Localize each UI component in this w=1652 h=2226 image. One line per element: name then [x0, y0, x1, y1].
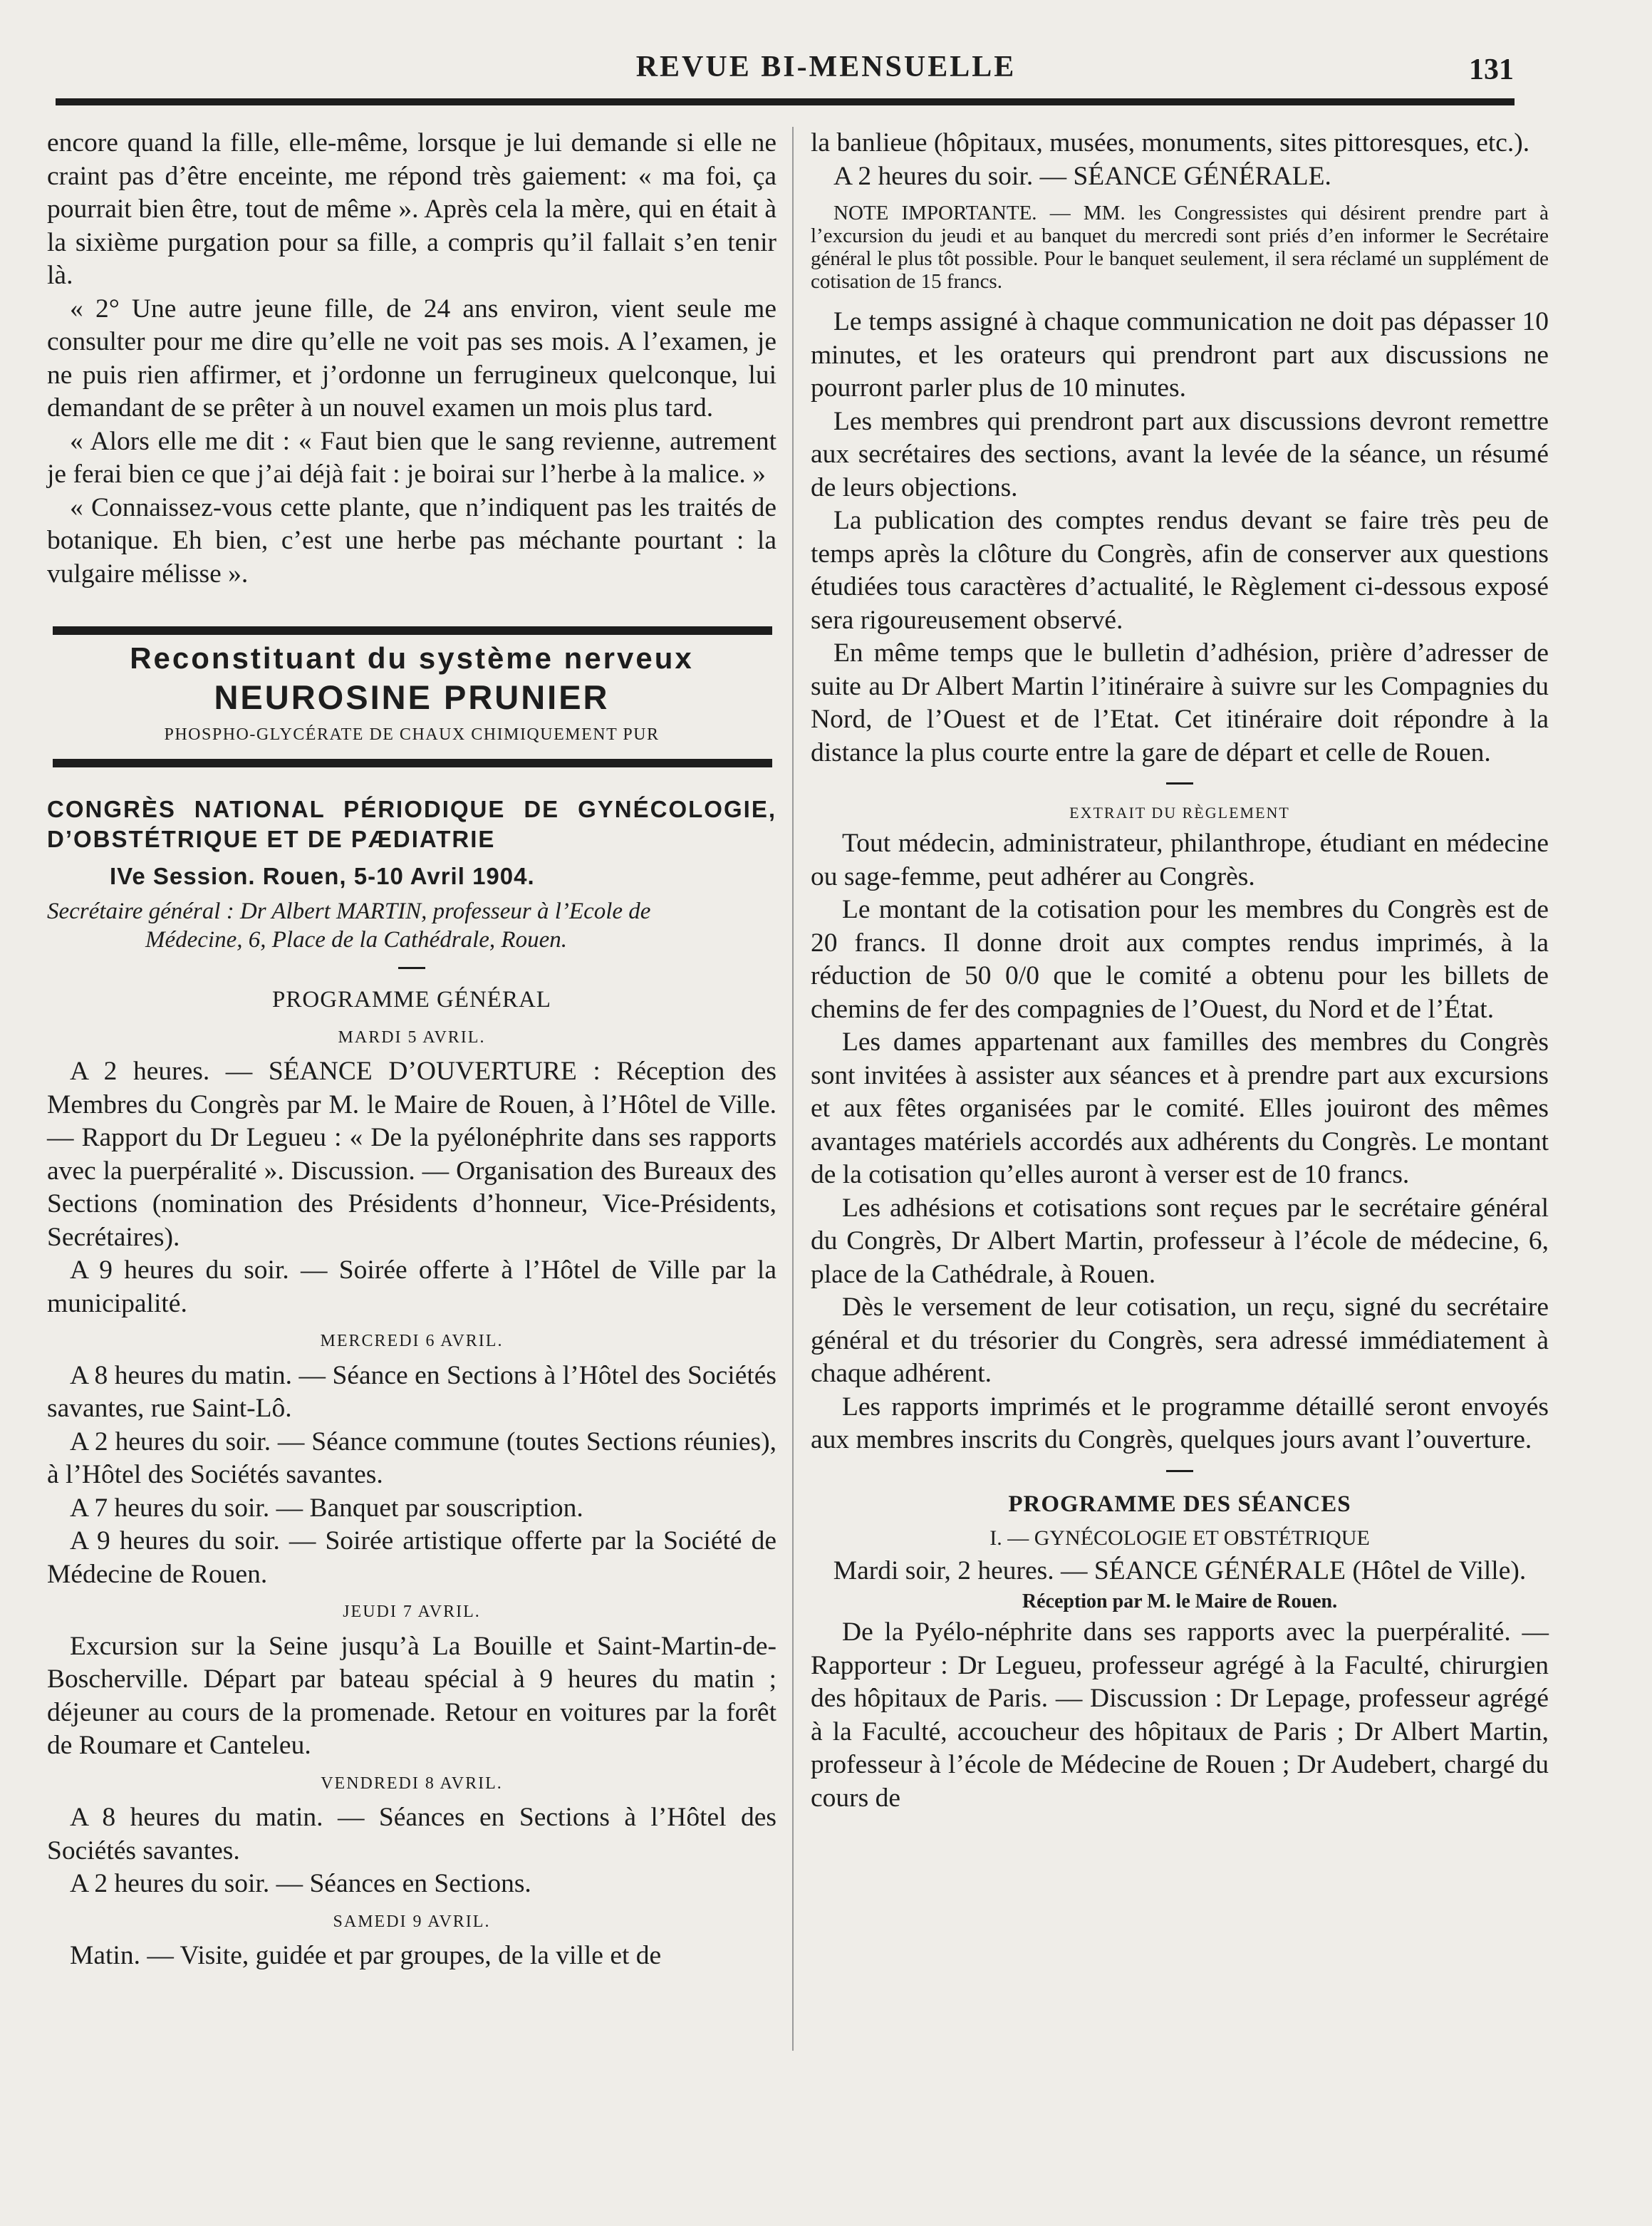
left-column	[47, 127, 776, 1973]
program-item: A 8 heures du matin. — Séance en Sections à l’Hôtel des Sociétés savantes, rue Saint-Lô.	[47, 1360, 776, 1423]
header-rule	[56, 98, 1515, 105]
day-heading: SAMEDI 9 AVRIL.	[333, 1912, 491, 1931]
seance-generale: A 2 heures du soir. — SÉANCE GÉNÉRALE.	[833, 161, 1331, 191]
program-item: A 2 heures. — SÉANCE D’OUVERTURE : Réception des Membres du Congrès par M. le Maire de Rouen, à l’Hôtel de Ville. — Rapport du Dr Legueu : « De la pyélonéphrite dans ses rapports avec la puerpéralité ». Discussion. — Organisation des Bureaux des Sections (nomination des Présidents d’honneur, Vice-Présidents, Secrétaires).	[47, 1057, 776, 1252]
mardi-seance: Mardi soir, 2 heures. — SÉANCE GÉNÉRALE (Hôtel de Ville).	[833, 1555, 1527, 1585]
secretary-address: Médecine, 6, Place de la Cathédrale, Rouen.	[145, 927, 567, 953]
program-item: A 9 heures du soir. — Soirée offerte à l’Hôtel de Ville par la municipalité.	[47, 1256, 776, 1318]
paragraph: En même temps que le bulletin d’adhésion, prière d’adresser de suite au Dr Albert Martin l’itinéraire à suivre sur les Compagnies du Nord, de l’Ouest et de l’Etat. Cet itinéraire doit répondre à la distance la plus courte entre la gare de départ et celle de Rouen.	[811, 638, 1549, 767]
day-heading: MARDI 5 AVRIL.	[338, 1027, 486, 1047]
paragraph: « Alors elle me dit : « Faut bien que le sang revienne, autrement je ferai bien ce que j’ai déjà fait : je boirai sur l’herbe à la malice. »	[47, 426, 776, 489]
day-heading: JEUDI 7 AVRIL.	[343, 1603, 481, 1621]
paragraph: la banlieue (hôpitaux, musées, monuments, sites pittoresques, etc.).	[811, 128, 1530, 157]
program-item: A 7 heures du soir. — Banquet par souscription.	[70, 1493, 583, 1523]
ad-rule-bottom	[53, 759, 772, 767]
paragraph: Les adhésions et cotisations sont reçues par le secrétaire général du Congrès, Dr Albert Martin, professeur à l’école de médecine, 6, place de la Cathédrale, à Rouen.	[811, 1193, 1549, 1289]
section-heading: I. — GYNÉCOLOGIE ET OBSTÉTRIQUE	[989, 1526, 1370, 1550]
section-dash	[1166, 782, 1193, 785]
running-header: REVUE BI-MENSUELLE	[635, 51, 1017, 83]
paragraph: Le montant de la cotisation pour les membres du Congrès est de 20 francs. Il donne droit aux comptes rendus imprimés, à la réduction de 50 0/0 que le comité a obtenu pour les billets de chemins de fer des compagnies de l’Ouest, du Nord et de l’État.	[811, 895, 1549, 1024]
paragraph: « Connaissez-vous cette plante, que n’indiquent pas les traités de botanique. Eh bien, c’est une herbe pas méchante pourtant : la vulgaire mélisse ».	[47, 492, 776, 589]
paragraph: Dès le versement de leur cotisation, un reçu, signé du secrétaire général et du trésorier du Congrès, sera adressé immédiatement à chaque adhérent.	[811, 1293, 1549, 1388]
paragraph: Tout médecin, administrateur, philanthrope, étudiant en médecine ou sage-femme, peut adhérer au Congrès.	[811, 829, 1549, 891]
paragraph: Les dames appartenant aux familles des membres du Congrès sont invitées à assister aux séances et à prendre part aux excursions et aux fêtes organisées par le comité. Elles jouiront des mêmes avantages matériels accordés aux adhérents du Congrès. Le montant de la cotisation qu’elles auront à verser est de 10 francs.	[811, 1027, 1549, 1189]
paragraph: Les rapports imprimés et le programme détaillé seront envoyés aux membres inscrits du Congrès, quelques jours avant l’ouverture.	[811, 1392, 1549, 1454]
section-dash	[1166, 1470, 1193, 1472]
page-number: 131	[1469, 53, 1514, 86]
program-item: A 2 heures du soir. — Séances en Sections.	[70, 1869, 531, 1898]
sessions-program-title: PROGRAMME DES SÉANCES	[1008, 1491, 1351, 1517]
paragraph: encore quand la fille, elle-même, lorsque je lui demande si elle ne craint pas d’être enceinte, me répond très gaiement: « ma foi, ça pourrait bien être, tout de même ». Après cela la mère, qui en était à la sixième purgation pour sa fille, a compris qu’il fallait s’en tenir là.	[47, 128, 776, 290]
ad-product-name: NEUROSINE PRUNIER	[214, 678, 610, 716]
program-item: A 8 heures du matin. — Séances en Sections à l’Hôtel des Sociétés savantes.	[47, 1803, 776, 1865]
program-item: A 2 heures du soir. — Séance commune (toutes Sections réunies), à l’Hôtel des Sociétés savantes.	[47, 1427, 776, 1489]
column-divider	[792, 127, 794, 2051]
advertisement	[47, 626, 776, 767]
paragraph: De la Pyélo-néphrite dans ses rapports avec la puerpéralité. — Rapporteur : Dr Legueu, professeur agrégé à la Faculté, chirurgien des hôpitaux de Paris. — Discussion : Dr Lepage, professeur agrégé à la Faculté, accoucheur des hôpitaux de Paris ; Dr Albert Martin, professeur à l’école de Médecine de Rouen ; Dr Audebert, chargé du cours de	[811, 1617, 1549, 1813]
ad-description: PHOSPHO-GLYCÉRATE DE CHAUX CHIMIQUEMENT PUR	[164, 725, 660, 744]
congress-title: CONGRÈS NATIONAL PÉRIODIQUE DE GYNÉCOLOGIE, D’OBSTÉTRIQUE ET DE PÆDIATRIE	[47, 796, 776, 852]
ad-rule-top	[53, 626, 772, 635]
program-item: A 9 heures du soir. — Soirée artistique offerte par la Société de Médecine de Rouen.	[47, 1526, 776, 1589]
paragraph: « 2° Une autre jeune fille, de 24 ans environ, vient seule me consulter pour me dire qu’elle ne voit pas ses mois. A l’examen, je ne puis rien affirmer, et j’ordonne un ferrugineux quelconque, lui demandant de se prêter à un nouvel examen un mois plus tard.	[47, 294, 776, 423]
day-heading: VENDREDI 8 AVRIL.	[321, 1774, 503, 1793]
important-note: NOTE IMPORTANTE. — MM. les Congressistes qui désirent prendre part à l’excursion du jeudi et au banquet du mercredi sont priés d’en informer le Secrétaire général le plus tôt possible. Pour le banquet seulement, il sera réclamé un supplément de cotisation de 15 francs.	[811, 202, 1549, 293]
program-item: Matin. — Visite, guidée et par groupes, de la ville et de	[70, 1941, 662, 1970]
paragraph: Les membres qui prendront part aux discussions devront remettre aux secrétaires des sections, avant la levée de la séance, un résumé de leurs objections.	[811, 406, 1549, 502]
right-column	[811, 127, 1549, 1815]
paragraph: Le temps assigné à chaque communication ne doit pas dépasser 10 minutes, et les orateurs qui prendront part aux discussions ne pourront parler plus de 10 minutes.	[811, 307, 1549, 403]
rules-heading: EXTRAIT DU RÈGLEMENT	[1069, 804, 1290, 822]
paragraph: La publication des comptes rendus devant se faire très peu de temps après la clôture du Congrès, afin de conserver aux questions étudiées tous caractères d’actualité, le Règlement ci-dessous exposé sera rigoureusement observé.	[811, 506, 1549, 635]
ad-tagline: Reconstituant du système nerveux	[130, 641, 694, 675]
reception-line: Réception par M. le Maire de Rouen.	[1022, 1590, 1338, 1612]
section-dash	[398, 967, 425, 969]
day-heading: MERCREDI 6 AVRIL.	[320, 1332, 504, 1350]
program-item: Excursion sur la Seine jusqu’à La Bouille et Saint-Martin-de-Boscherville. Départ par bateau spécial à 9 heures du matin ; déjeuner au cours de la promenade. Retour en voitures par la forêt de Roumare et Canteleu.	[47, 1631, 776, 1760]
secretary-line: Secrétaire général : Dr Albert MARTIN, professeur à l’Ecole de	[47, 899, 651, 924]
program-title: PROGRAMME GÉNÉRAL	[272, 987, 551, 1013]
congress-session: IVe Session. Rouen, 5-10 Avril 1904.	[110, 863, 535, 889]
